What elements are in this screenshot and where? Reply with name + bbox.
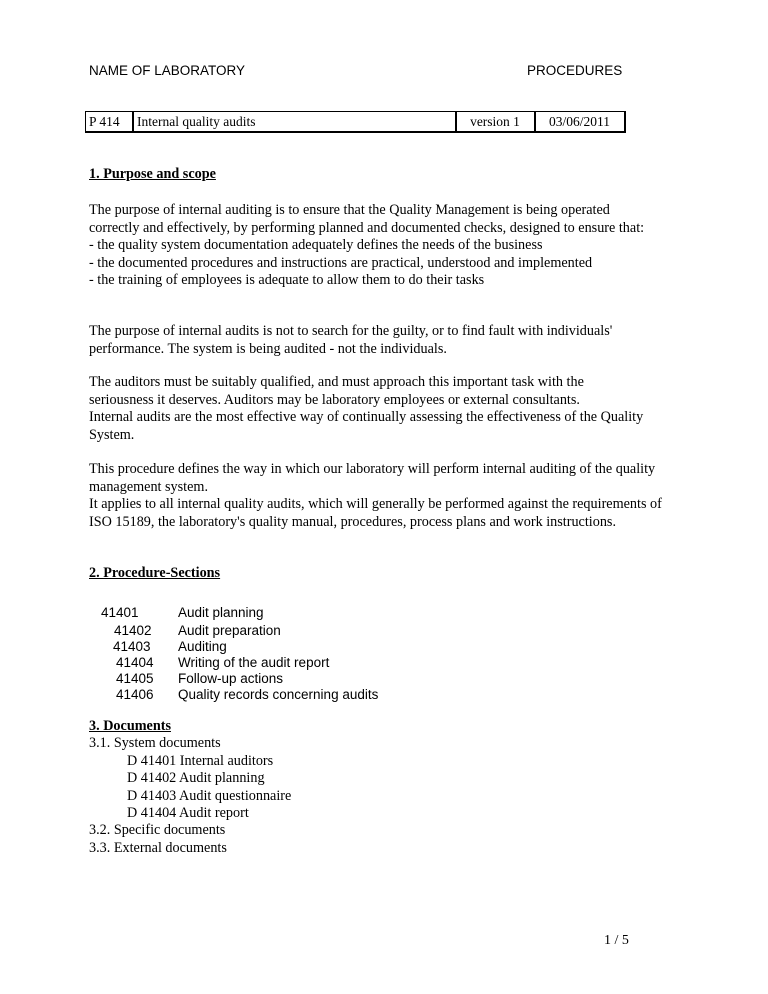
section-name: Audit preparation [178, 623, 281, 638]
document-info-table [85, 111, 626, 133]
section-number: 41403 [113, 639, 151, 654]
system-document-item: D 41404 Audit report [127, 805, 249, 822]
document-date: 03/06/2011 [535, 112, 625, 133]
applicability-text: It applies to all internal quality audits, which will generally be performed against the requirements of ISO 15189, the laboratory's quality manual, procedures, process plans and work instructions. [89, 496, 662, 530]
auditors-text: The auditors must be suitably qualified, and must approach this important task with the seriousness it deserves. Auditors may be laboratory employees or external consultants. [89, 374, 584, 408]
document-type: PROCEDURES [527, 63, 623, 78]
section1-heading: 1. Purpose and scope [89, 166, 216, 182]
section-name: Writing of the audit report [178, 655, 330, 670]
laboratory-name: NAME OF LABORATORY [89, 63, 246, 78]
purpose-text: The purpose of internal auditing is to ensure that the Quality Management is being operated correctly and effectively, by performing planned and documented checks, designed to ensure that: [89, 202, 645, 236]
external-documents-heading: 3.3. External documents [89, 839, 227, 856]
document-title: Internal quality audits [133, 112, 456, 133]
section1-paragraph4 [89, 461, 679, 531]
system-document-item: D 41402 Audit planning [127, 770, 265, 787]
document-code: P 414 [86, 112, 134, 133]
section2-heading: 2. Procedure-Sections [89, 565, 221, 581]
document-info-row [86, 112, 626, 133]
section-number: 41404 [116, 655, 154, 670]
section-name: Audit planning [178, 605, 264, 620]
system-documents-heading: 3.1. System documents [89, 735, 221, 752]
section-number: 41406 [116, 687, 154, 702]
section1-paragraph2: The purpose of internal audits is not to search for the guilty, or to find fault with individuals' performance. The system is being audited - not the individuals. [89, 323, 613, 357]
specific-documents-heading: 3.2. Specific documents [89, 822, 226, 839]
section-number: 41401 [101, 605, 139, 620]
bullet-item: - the quality system documentation adequately defines the needs of the business [89, 237, 543, 254]
system-document-item: D 41403 Audit questionnaire [127, 787, 292, 804]
procedure-definition-text: This procedure defines the way in which our laboratory will perform internal auditing of the quality management system. [89, 461, 656, 495]
bullet-item: - the training of employees is adequate to allow them to do their tasks [89, 272, 485, 289]
documents-section [89, 718, 291, 857]
system-document-item: D 41401 Internal auditors [127, 752, 274, 769]
section1-paragraph1 [89, 202, 661, 290]
section-number: 41405 [116, 671, 154, 686]
bullet-item: - the documented procedures and instructions are practical, understood and implemented [89, 254, 593, 271]
document-version: version 1 [456, 112, 535, 133]
section-name: Quality records concerning audits [178, 687, 379, 702]
section3-heading: 3. Documents [89, 718, 171, 734]
effectiveness-text: Internal audits are the most effective way of continually assessing the effectiveness of the Quality System. [89, 409, 644, 443]
section-number: 41402 [114, 623, 152, 638]
section-name: Auditing [178, 639, 227, 654]
page-number: 1 / 5 [604, 933, 629, 948]
section1-paragraph3 [89, 374, 685, 444]
section-name: Follow-up actions [178, 671, 284, 686]
